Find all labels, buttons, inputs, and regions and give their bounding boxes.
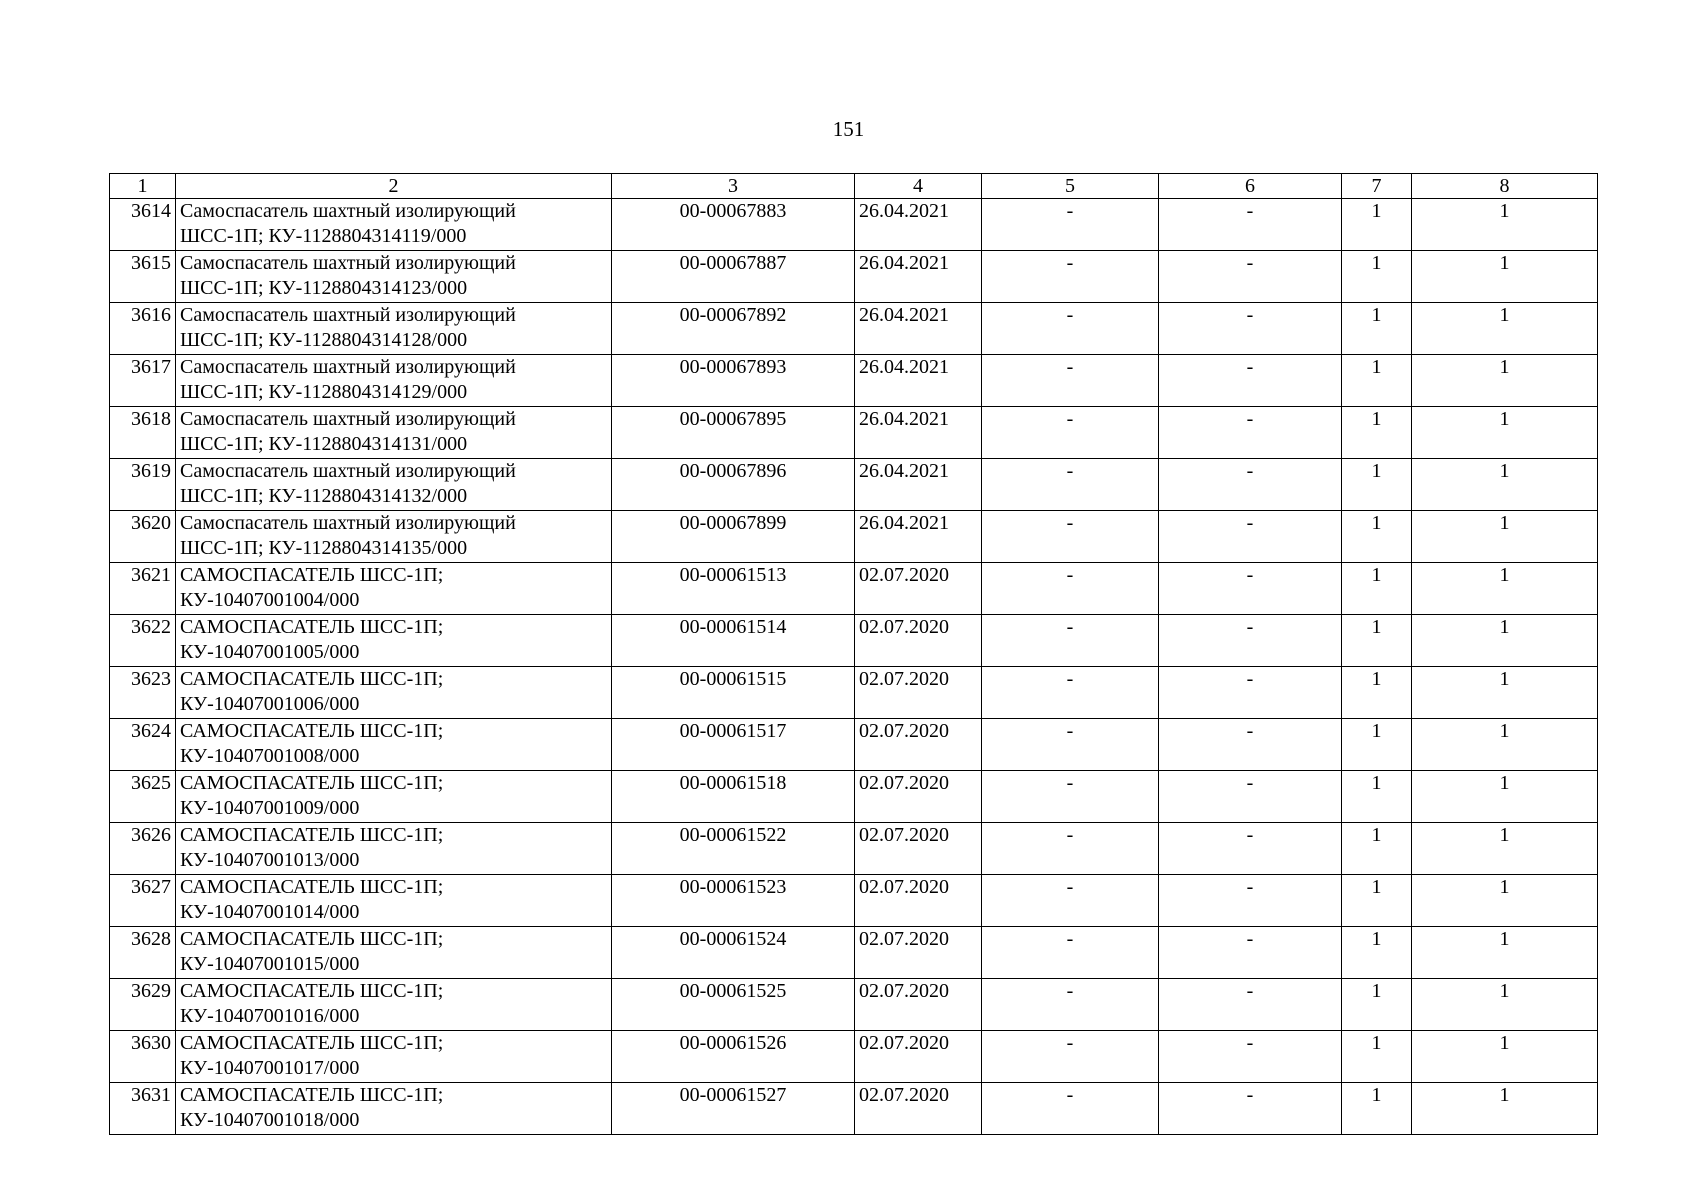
item-name-line: Самоспасатель шахтный изолирующий xyxy=(180,200,516,222)
table-row xyxy=(110,927,1598,979)
date-cell: 26.04.2021 xyxy=(855,511,982,563)
column-6-cell: - xyxy=(1159,251,1342,303)
column-5-cell: - xyxy=(982,823,1159,875)
item-name-cell xyxy=(176,459,612,511)
item-name-line: КУ-10407001015/000 xyxy=(180,953,360,975)
date-cell: 26.04.2021 xyxy=(855,251,982,303)
inventory-code-cell: 00-00067883 xyxy=(612,199,855,251)
column-header: 6 xyxy=(1159,174,1342,199)
item-name-line: КУ-10407001005/000 xyxy=(180,641,360,663)
item-name-line: КУ-10407001009/000 xyxy=(180,797,360,819)
inventory-code-cell: 00-00061517 xyxy=(612,719,855,771)
table-header xyxy=(110,174,1598,199)
column-5-cell: - xyxy=(982,927,1159,979)
row-number-cell: 3616 xyxy=(110,303,176,355)
column-6-cell: - xyxy=(1159,719,1342,771)
inventory-code-cell: 00-00061515 xyxy=(612,667,855,719)
row-number-cell: 3621 xyxy=(110,563,176,615)
column-7-cell: 1 xyxy=(1342,979,1412,1031)
row-number-cell: 3624 xyxy=(110,719,176,771)
row-number-cell: 3625 xyxy=(110,771,176,823)
column-header: 7 xyxy=(1342,174,1412,199)
column-7-cell: 1 xyxy=(1342,251,1412,303)
date-cell: 02.07.2020 xyxy=(855,771,982,823)
column-5-cell: - xyxy=(982,1083,1159,1135)
column-header: 4 xyxy=(855,174,982,199)
column-5-cell: - xyxy=(982,511,1159,563)
column-6-cell: - xyxy=(1159,667,1342,719)
table-body xyxy=(110,199,1598,1135)
table-row xyxy=(110,407,1598,459)
column-8-cell: 1 xyxy=(1412,563,1598,615)
item-name-line: САМОСПАСАТЕЛЬ ШСС-1П; xyxy=(180,564,444,586)
column-5-cell: - xyxy=(982,563,1159,615)
column-8-cell: 1 xyxy=(1412,303,1598,355)
column-5-cell: - xyxy=(982,719,1159,771)
item-name-line: Самоспасатель шахтный изолирующий xyxy=(180,408,516,430)
row-number-cell: 3628 xyxy=(110,927,176,979)
item-name-line: ШСС-1П; КУ-1128804314123/000 xyxy=(180,277,468,299)
inventory-code-cell: 00-00067887 xyxy=(612,251,855,303)
item-name-line: ШСС-1П; КУ-1128804314128/000 xyxy=(180,329,468,351)
column-7-cell: 1 xyxy=(1342,563,1412,615)
column-5-cell: - xyxy=(982,667,1159,719)
item-name-cell xyxy=(176,1083,612,1135)
item-name-line: САМОСПАСАТЕЛЬ ШСС-1П; xyxy=(180,668,444,690)
row-number-cell: 3618 xyxy=(110,407,176,459)
column-header: 1 xyxy=(110,174,176,199)
inventory-code-cell: 00-00067895 xyxy=(612,407,855,459)
column-5-cell: - xyxy=(982,199,1159,251)
table-row xyxy=(110,667,1598,719)
registry-table xyxy=(109,173,1598,1135)
table-row xyxy=(110,563,1598,615)
date-cell: 02.07.2020 xyxy=(855,719,982,771)
inventory-code-cell: 00-00061518 xyxy=(612,771,855,823)
column-6-cell: - xyxy=(1159,1083,1342,1135)
column-7-cell: 1 xyxy=(1342,771,1412,823)
column-header: 5 xyxy=(982,174,1159,199)
column-8-cell: 1 xyxy=(1412,199,1598,251)
item-name-line: Самоспасатель шахтный изолирующий xyxy=(180,304,516,326)
item-name-line: САМОСПАСАТЕЛЬ ШСС-1П; xyxy=(180,824,444,846)
item-name-line: САМОСПАСАТЕЛЬ ШСС-1П; xyxy=(180,720,444,742)
item-name-cell xyxy=(176,719,612,771)
item-name-cell xyxy=(176,199,612,251)
date-cell: 02.07.2020 xyxy=(855,667,982,719)
column-8-cell: 1 xyxy=(1412,979,1598,1031)
item-name-line: САМОСПАСАТЕЛЬ ШСС-1П; xyxy=(180,1084,444,1106)
table-row xyxy=(110,199,1598,251)
inventory-code-cell: 00-00061523 xyxy=(612,875,855,927)
item-name-line: КУ-10407001014/000 xyxy=(180,901,360,923)
column-8-cell: 1 xyxy=(1412,251,1598,303)
date-cell: 02.07.2020 xyxy=(855,615,982,667)
item-name-cell xyxy=(176,771,612,823)
row-number-cell: 3622 xyxy=(110,615,176,667)
column-6-cell: - xyxy=(1159,407,1342,459)
date-cell: 26.04.2021 xyxy=(855,303,982,355)
column-8-cell: 1 xyxy=(1412,355,1598,407)
table-row xyxy=(110,511,1598,563)
date-cell: 02.07.2020 xyxy=(855,927,982,979)
column-6-cell: - xyxy=(1159,511,1342,563)
column-6-cell: - xyxy=(1159,1031,1342,1083)
column-6-cell: - xyxy=(1159,615,1342,667)
inventory-code-cell: 00-00067899 xyxy=(612,511,855,563)
column-5-cell: - xyxy=(982,355,1159,407)
row-number-cell: 3617 xyxy=(110,355,176,407)
item-name-cell xyxy=(176,511,612,563)
column-8-cell: 1 xyxy=(1412,771,1598,823)
item-name-line: ШСС-1П; КУ-1128804314119/000 xyxy=(180,225,467,247)
table-row xyxy=(110,771,1598,823)
column-5-cell: - xyxy=(982,251,1159,303)
item-name-line: Самоспасатель шахтный изолирующий xyxy=(180,460,516,482)
row-number-cell: 3623 xyxy=(110,667,176,719)
item-name-line: ШСС-1П; КУ-1128804314135/000 xyxy=(180,537,468,559)
column-8-cell: 1 xyxy=(1412,823,1598,875)
column-header: 8 xyxy=(1412,174,1598,199)
item-name-line: САМОСПАСАТЕЛЬ ШСС-1П; xyxy=(180,1032,444,1054)
date-cell: 02.07.2020 xyxy=(855,563,982,615)
header-row xyxy=(110,174,1598,199)
column-5-cell: - xyxy=(982,1031,1159,1083)
table-row xyxy=(110,1031,1598,1083)
item-name-cell xyxy=(176,823,612,875)
column-7-cell: 1 xyxy=(1342,407,1412,459)
table-row xyxy=(110,1083,1598,1135)
column-7-cell: 1 xyxy=(1342,303,1412,355)
item-name-cell xyxy=(176,563,612,615)
item-name-cell xyxy=(176,875,612,927)
item-name-line: САМОСПАСАТЕЛЬ ШСС-1П; xyxy=(180,928,444,950)
column-7-cell: 1 xyxy=(1342,615,1412,667)
item-name-cell xyxy=(176,615,612,667)
column-7-cell: 1 xyxy=(1342,823,1412,875)
inventory-code-cell: 00-00061513 xyxy=(612,563,855,615)
column-6-cell: - xyxy=(1159,355,1342,407)
column-6-cell: - xyxy=(1159,563,1342,615)
column-6-cell: - xyxy=(1159,459,1342,511)
item-name-line: КУ-10407001016/000 xyxy=(180,1005,360,1027)
item-name-line: Самоспасатель шахтный изолирующий xyxy=(180,512,516,534)
item-name-line: Самоспасатель шахтный изолирующий xyxy=(180,252,516,274)
column-5-cell: - xyxy=(982,979,1159,1031)
item-name-line: Самоспасатель шахтный изолирующий xyxy=(180,356,516,378)
date-cell: 26.04.2021 xyxy=(855,459,982,511)
inventory-code-cell: 00-00061522 xyxy=(612,823,855,875)
item-name-cell xyxy=(176,407,612,459)
item-name-line: КУ-10407001013/000 xyxy=(180,849,360,871)
date-cell: 02.07.2020 xyxy=(855,875,982,927)
table-row xyxy=(110,303,1598,355)
column-6-cell: - xyxy=(1159,875,1342,927)
column-5-cell: - xyxy=(982,875,1159,927)
table-row xyxy=(110,823,1598,875)
item-name-line: КУ-10407001004/000 xyxy=(180,589,360,611)
column-6-cell: - xyxy=(1159,979,1342,1031)
date-cell: 26.04.2021 xyxy=(855,199,982,251)
table-row xyxy=(110,875,1598,927)
inventory-code-cell: 00-00067892 xyxy=(612,303,855,355)
column-7-cell: 1 xyxy=(1342,667,1412,719)
date-cell: 02.07.2020 xyxy=(855,823,982,875)
item-name-line: САМОСПАСАТЕЛЬ ШСС-1П; xyxy=(180,772,444,794)
row-number-cell: 3631 xyxy=(110,1083,176,1135)
column-7-cell: 1 xyxy=(1342,927,1412,979)
row-number-cell: 3627 xyxy=(110,875,176,927)
item-name-cell xyxy=(176,355,612,407)
column-8-cell: 1 xyxy=(1412,615,1598,667)
inventory-code-cell: 00-00061525 xyxy=(612,979,855,1031)
column-7-cell: 1 xyxy=(1342,459,1412,511)
column-8-cell: 1 xyxy=(1412,1031,1598,1083)
column-7-cell: 1 xyxy=(1342,355,1412,407)
table-row xyxy=(110,615,1598,667)
column-7-cell: 1 xyxy=(1342,1083,1412,1135)
table-row xyxy=(110,979,1598,1031)
item-name-cell xyxy=(176,303,612,355)
column-8-cell: 1 xyxy=(1412,407,1598,459)
column-8-cell: 1 xyxy=(1412,927,1598,979)
row-number-cell: 3619 xyxy=(110,459,176,511)
inventory-code-cell: 00-00067896 xyxy=(612,459,855,511)
item-name-cell xyxy=(176,927,612,979)
column-8-cell: 1 xyxy=(1412,1083,1598,1135)
item-name-cell xyxy=(176,251,612,303)
column-header: 3 xyxy=(612,174,855,199)
inventory-code-cell: 00-00061514 xyxy=(612,615,855,667)
row-number-cell: 3615 xyxy=(110,251,176,303)
column-7-cell: 1 xyxy=(1342,875,1412,927)
column-6-cell: - xyxy=(1159,823,1342,875)
table-row xyxy=(110,719,1598,771)
table-row xyxy=(110,459,1598,511)
column-5-cell: - xyxy=(982,771,1159,823)
item-name-line: КУ-10407001006/000 xyxy=(180,693,360,715)
row-number-cell: 3626 xyxy=(110,823,176,875)
row-number-cell: 3629 xyxy=(110,979,176,1031)
date-cell: 26.04.2021 xyxy=(855,407,982,459)
row-number-cell: 3630 xyxy=(110,1031,176,1083)
inventory-code-cell: 00-00067893 xyxy=(612,355,855,407)
item-name-line: КУ-10407001008/000 xyxy=(180,745,360,767)
row-number-cell: 3620 xyxy=(110,511,176,563)
item-name-line: КУ-10407001018/000 xyxy=(180,1109,360,1131)
column-header: 2 xyxy=(176,174,612,199)
column-8-cell: 1 xyxy=(1412,667,1598,719)
item-name-line: ШСС-1П; КУ-1128804314132/000 xyxy=(180,485,468,507)
column-6-cell: - xyxy=(1159,199,1342,251)
item-name-line: ШСС-1П; КУ-1128804314129/000 xyxy=(180,381,468,403)
row-number-cell: 3614 xyxy=(110,199,176,251)
column-5-cell: - xyxy=(982,407,1159,459)
column-6-cell: - xyxy=(1159,303,1342,355)
page-number: 151 xyxy=(832,117,865,141)
column-5-cell: - xyxy=(982,459,1159,511)
inventory-code-cell: 00-00061524 xyxy=(612,927,855,979)
item-name-line: КУ-10407001017/000 xyxy=(180,1057,360,1079)
item-name-cell xyxy=(176,1031,612,1083)
date-cell: 02.07.2020 xyxy=(855,1031,982,1083)
item-name-line: ШСС-1П; КУ-1128804314131/000 xyxy=(180,433,468,455)
item-name-cell xyxy=(176,667,612,719)
date-cell: 02.07.2020 xyxy=(855,1083,982,1135)
column-5-cell: - xyxy=(982,303,1159,355)
column-8-cell: 1 xyxy=(1412,459,1598,511)
column-8-cell: 1 xyxy=(1412,511,1598,563)
item-name-line: САМОСПАСАТЕЛЬ ШСС-1П; xyxy=(180,616,444,638)
item-name-line: САМОСПАСАТЕЛЬ ШСС-1П; xyxy=(180,876,444,898)
column-7-cell: 1 xyxy=(1342,1031,1412,1083)
table-row xyxy=(110,355,1598,407)
column-6-cell: - xyxy=(1159,927,1342,979)
column-7-cell: 1 xyxy=(1342,511,1412,563)
date-cell: 02.07.2020 xyxy=(855,979,982,1031)
inventory-code-cell: 00-00061527 xyxy=(612,1083,855,1135)
column-6-cell: - xyxy=(1159,771,1342,823)
column-8-cell: 1 xyxy=(1412,875,1598,927)
column-7-cell: 1 xyxy=(1342,199,1412,251)
item-name-cell xyxy=(176,979,612,1031)
column-5-cell: - xyxy=(982,615,1159,667)
column-8-cell: 1 xyxy=(1412,719,1598,771)
table-row xyxy=(110,251,1598,303)
date-cell: 26.04.2021 xyxy=(855,355,982,407)
item-name-line: САМОСПАСАТЕЛЬ ШСС-1П; xyxy=(180,980,444,1002)
inventory-code-cell: 00-00061526 xyxy=(612,1031,855,1083)
column-7-cell: 1 xyxy=(1342,719,1412,771)
